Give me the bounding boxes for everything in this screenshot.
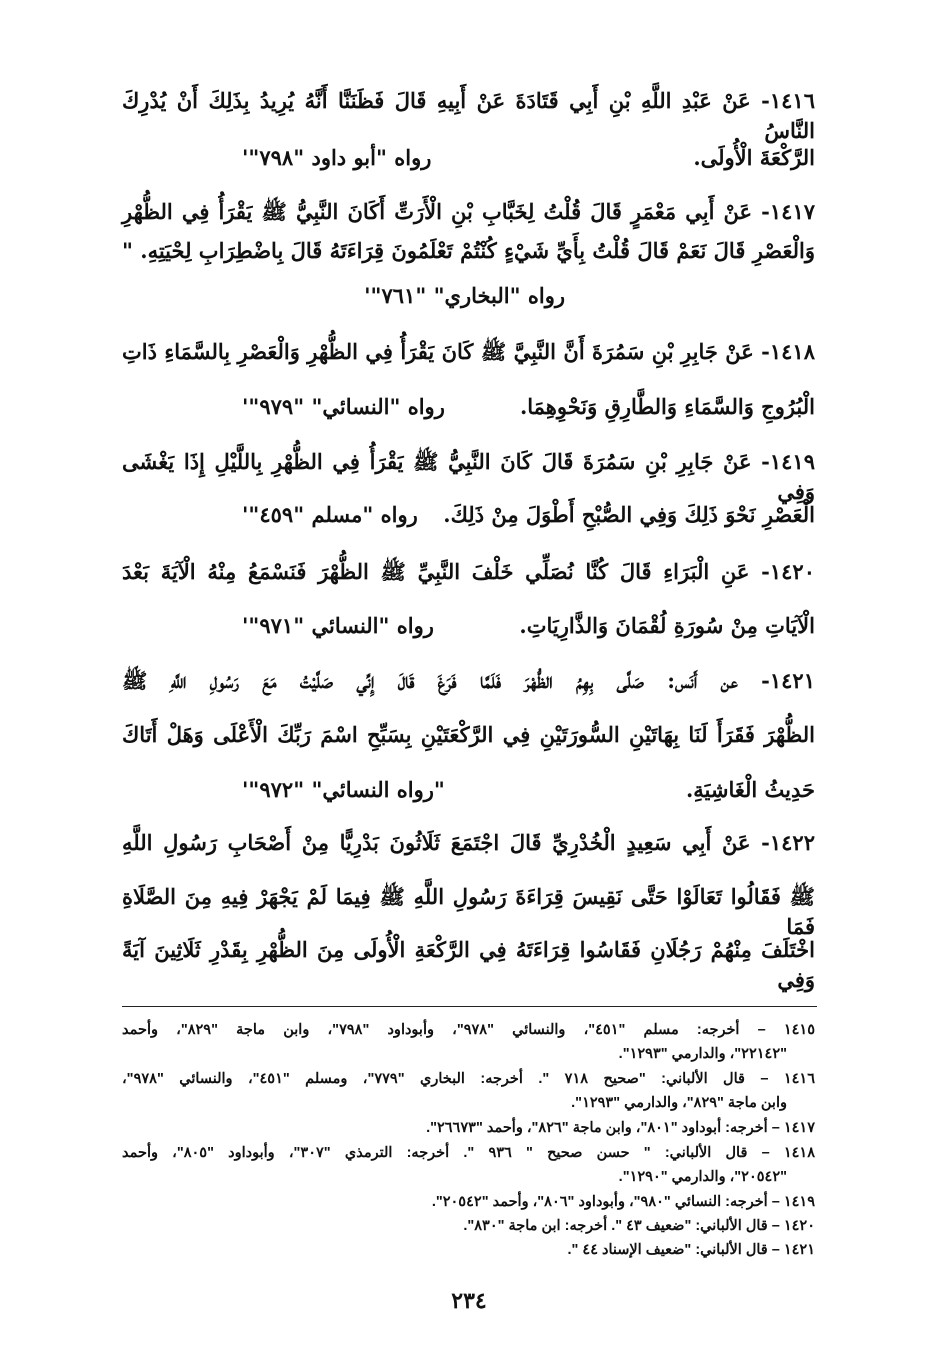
hadith-line: ١٤٢٢- عَنْ أَبِي سَعِيدٍ الْخُدْرِيِّ قَالَ اجْتَمَعَ ثَلَاثُونَ بَدْرِيًّا مِنْ أَصْحَابِ رَسُولِ اللَّهِ [122, 830, 815, 855]
hadith-line: اخْتَلَفَ مِنْهُمْ رَجُلَانِ فَقَاسُوا قِرَاءَتَهُ فِي الرَّكْعَةِ الْأُولَى مِنَ الظُّهْرِ بِقَدْرِ ثَلَاثِينَ آيَةً وَفِي [122, 937, 815, 992]
hadith-reference: "رواه النسائي" "٩٧٢"' [242, 777, 445, 802]
page-number: ٢٣٤ [451, 1288, 487, 1313]
footnote-1417: ١٤١٧ – أخرجه: أبوداود "٨٠١"، وابن ماجة "٨٢٦"، وأحمد "٢٦٦٧٣". [426, 1120, 815, 1136]
hadith-text: حَدِيثُ الْغَاشِيَةِ. [685, 777, 815, 802]
hadith-line: ١٤٢١- عن أَنَس: صَلَّى بِهِمُ الظُّهْرَ فَلَمَّا فَرَغَ قَالَ إِنِّي صَلَّيْتُ مَعَ رَسُولِ اللَّهِ ﷺ [122, 668, 815, 693]
hadith-reference: رواه "أبو داود "٧٩٨"' [242, 145, 432, 170]
hadith-line: ١٤٢٠- عَنِ الْبَرَاءِ قَالَ كُنَّا نُصَلِّي خَلْفَ النَّبِيِّ ﷺ الظُّهْرَ فَنَسْمَعُ مِنْهُ الْآيَةَ بَعْدَ [122, 559, 815, 584]
hadith-text: الرَّكْعَةَ الْأُولَى. [693, 145, 815, 170]
footnote-1416: ١٤١٦ – قال الألباني: "صحيح ٧١٨ ". أخرجه: البخاري "٧٧٩"، ومسلم "٤٥١"، والنسائي "٩٧٨"، [122, 1071, 815, 1087]
footnote-1419: ١٤١٩ – أخرجه: النسائي "٩٨٠"، وأبوداود "٨٠٦"، وأحمد "٢٠٥٤٢". [431, 1194, 815, 1210]
hadith-line: ١٤١٩- عَنْ جَابِرِ بْنِ سَمُرَةَ قَالَ كَانَ النَّبِيُّ ﷺ يَقْرَأُ فِي الظُّهْرِ بِاللَّيْلِ إِذَا يَغْشَى وَفِي [122, 449, 815, 504]
hadith-reference: رواه "النسائي "٩٧١"' [242, 613, 434, 638]
hadith-text: الْآيَاتِ مِنْ سُورَةِ لُقْمَانَ وَالذَّارِيَاتِ. [519, 613, 815, 638]
hadith-reference: رواه "البخاري" "٧٦١"' [364, 283, 565, 308]
footnote-1415: ١٤١٥ – أخرجه: مسلم "٤٥١"، والنسائي "٩٧٨"، وأبوداود "٧٩٨"، وابن ماجة "٨٢٩"، وأحمد [122, 1022, 815, 1038]
footnote-1421: ١٤٢١ – قال الألباني: "ضعيف الإسناد ٤٤ ". [567, 1242, 815, 1258]
footnote-1418-cont: "٢٠٥٤٢"، والدارمي "١٢٩٠". [618, 1169, 787, 1185]
hadith-line [122, 500, 815, 530]
hadith-line: الظُّهْرَ فَقَرَأَ لَنَا بِهَاتَيْنِ السُّورَتَيْنِ فِي الرَّكْعَتَيْنِ بِسَبِّحِ اسْمَ رَبِّكَ الْأَعْلَى وَهَلْ أَتَاكَ [122, 722, 815, 747]
hadith-line [122, 143, 815, 173]
hadith-line: ﷺ فَقَالُوا تَعَالَوْا حَتَّى نَقِيسَ قِرَاءَةَ رَسُولِ اللَّهِ ﷺ فِيمَا لَمْ يَجْهَرْ فِيهِ مِنَ الصَّلَاةِ فَمَا [122, 884, 815, 939]
footnote-1415-cont: "٢٢١٤٢"، والدارمي "١٢٩٣". [618, 1046, 787, 1062]
hadith-line [122, 392, 815, 422]
hadith-line: ١٤١٦- عَنْ عَبْدِ اللَّهِ بْنِ أَبِي قَتَادَةَ عَنْ أَبِيهِ قَالَ فَظَنَنَّا أَنَّهُ يُرِيدُ بِذَلِكَ أَنْ يُدْرِكَ النَّاسُ [122, 88, 815, 143]
footnote-1420: ١٤٢٠ – قال الألباني: "ضعيف ٤٣ ". أخرجه: ابن ماجة "٨٣٠". [463, 1218, 815, 1234]
footnote-1418: ١٤١٨ – قال الألباني: " حسن صحيح " ٩٣٦ ". أخرجه: الترمذي "٣٠٧"، وأبوداود "٨٠٥"، وأحمد [122, 1145, 815, 1161]
hadith-line [122, 775, 815, 805]
hadith-line [122, 611, 815, 641]
footnote-divider [122, 1006, 817, 1007]
hadith-reference: رواه "مسلم "٤٥٩"' [242, 502, 418, 527]
hadith-text: الْبُرُوجِ وَالسَّمَاءِ وَالطَّارِقِ وَنَحْوِهِمَا. [519, 394, 815, 419]
hadith-reference: رواه "النسائي" "٩٧٩"' [242, 394, 445, 419]
hadith-line: ١٤١٨- عَنْ جَابِرِ بْنِ سَمُرَةَ أَنَّ النَّبِيَّ ﷺ كَانَ يَقْرَأُ فِي الظُّهْرِ وَالْعَصْرِ بِالسَّمَاءِ ذَاتِ [122, 339, 815, 364]
hadith-text: الْعَصْرِ نَحْوَ ذَلِكَ وَفِي الصُّبْحِ أَطْوَلَ مِنْ ذَلِكَ. [443, 502, 815, 527]
hadith-line: وَالْعَصْرِ قَالَ نَعَمْ قَالَ قُلْتُ بِأَيِّ شَيْءٍ كُنْتُمْ تَعْلَمُونَ قِرَاءَتَهُ قَالَ بِاضْطِرَابِ لِحْيَتِهِ. " [122, 238, 815, 263]
footnote-1416-cont: وابن ماجة "٨٢٩"، والدارمي "١٢٩٣". [571, 1095, 787, 1111]
hadith-line: ١٤١٧- عَنْ أَبِي مَعْمَرٍ قَالَ قُلْتُ لِخَبَّابِ بْنِ الْأَرَتِّ أَكَانَ النَّبِيُّ ﷺ يَقْرَأُ فِي الظُّهْرِ [122, 199, 816, 224]
